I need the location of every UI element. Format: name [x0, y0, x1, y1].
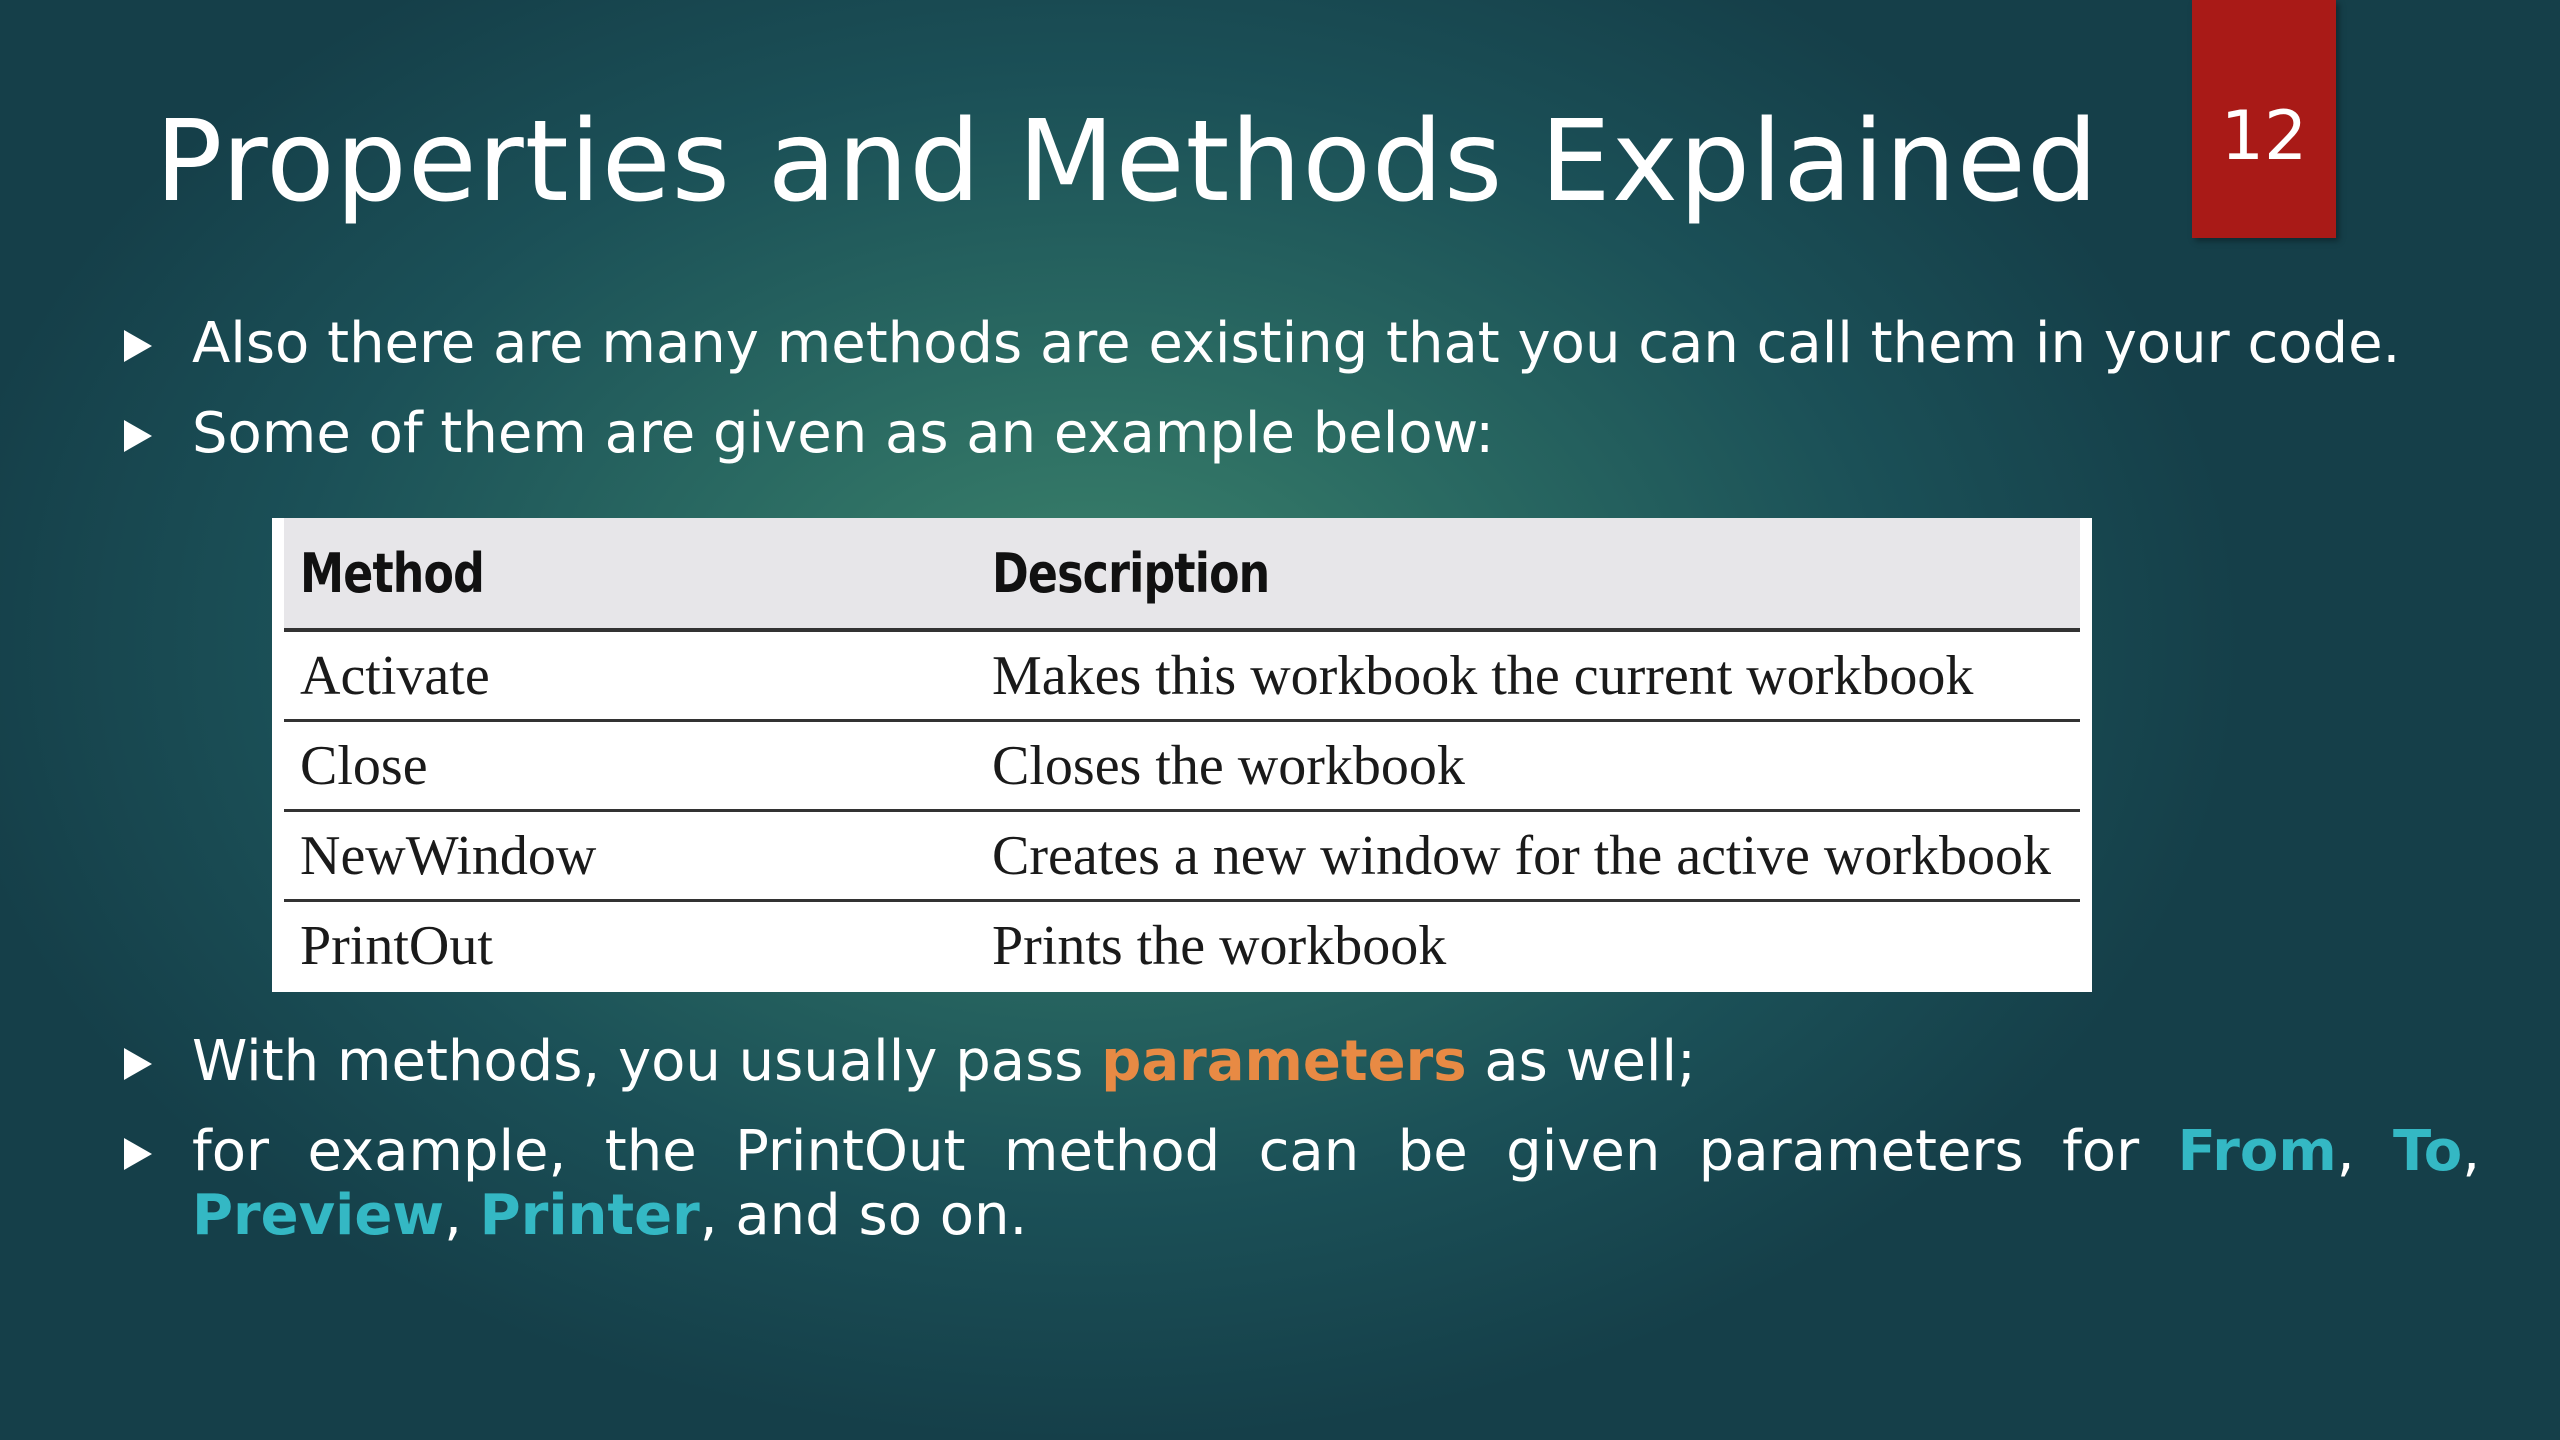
bullet-arrow-icon [124, 1138, 152, 1170]
cell-method: NewWindow [284, 811, 976, 901]
cell-method: Activate [284, 630, 976, 721]
bullet-item [120, 1120, 2480, 1248]
bullet-text-post: , and so on. [699, 1183, 1028, 1248]
bullet-text-pre: for example, the PrintOut method can be given parameters for [192, 1119, 2178, 1184]
parameters-bullet-list [120, 1030, 2480, 1248]
bullet-arrow-icon [124, 420, 152, 452]
table-row [284, 630, 2080, 721]
separator: , [2462, 1119, 2480, 1184]
table-row [284, 901, 2080, 990]
bullet-item [120, 312, 2480, 376]
bullet-text: Also there are many methods are existing that you can call them in your code. [192, 311, 2401, 376]
parameters-highlight: parameters [1101, 1029, 1467, 1094]
table-row [284, 811, 2080, 901]
table-row [284, 721, 2080, 811]
bullet-arrow-icon [124, 1048, 152, 1080]
methods-table-container [272, 518, 2092, 992]
cell-description: Makes this workbook the current workbook [976, 630, 2080, 721]
bullet-item [120, 1030, 2480, 1094]
bullet-text-post: as well; [1466, 1029, 1696, 1094]
cell-description: Creates a new window for the active workbook [976, 811, 2080, 901]
slide-title: Properties and Methods Explained [155, 97, 2099, 227]
cell-method: Close [284, 721, 976, 811]
bullet-item [120, 402, 2480, 466]
param-printer: Printer [479, 1183, 700, 1248]
table-header-row [284, 518, 2080, 630]
header-description-label: Description [992, 541, 1270, 605]
separator: , [2336, 1119, 2393, 1184]
cell-method: PrintOut [300, 914, 493, 977]
param-to: To [2392, 1119, 2463, 1184]
param-preview: Preview [192, 1183, 445, 1248]
header-method [284, 518, 976, 630]
header-description [976, 518, 2080, 630]
param-from: From [2177, 1119, 2337, 1184]
methods-table [284, 518, 2080, 989]
cell-description: Prints the workbook [992, 914, 1447, 977]
intro-bullet-list [120, 312, 2480, 466]
header-method-label: Method [300, 541, 484, 605]
cell-description: Closes the workbook [976, 721, 2080, 811]
separator: , [444, 1183, 480, 1248]
bullet-text: Some of them are given as an example below: [192, 401, 1495, 466]
bullet-arrow-icon [124, 330, 152, 362]
bullet-text-pre: With methods, you usually pass [192, 1029, 1102, 1094]
slide-number-badge: 12 [2192, 0, 2336, 238]
